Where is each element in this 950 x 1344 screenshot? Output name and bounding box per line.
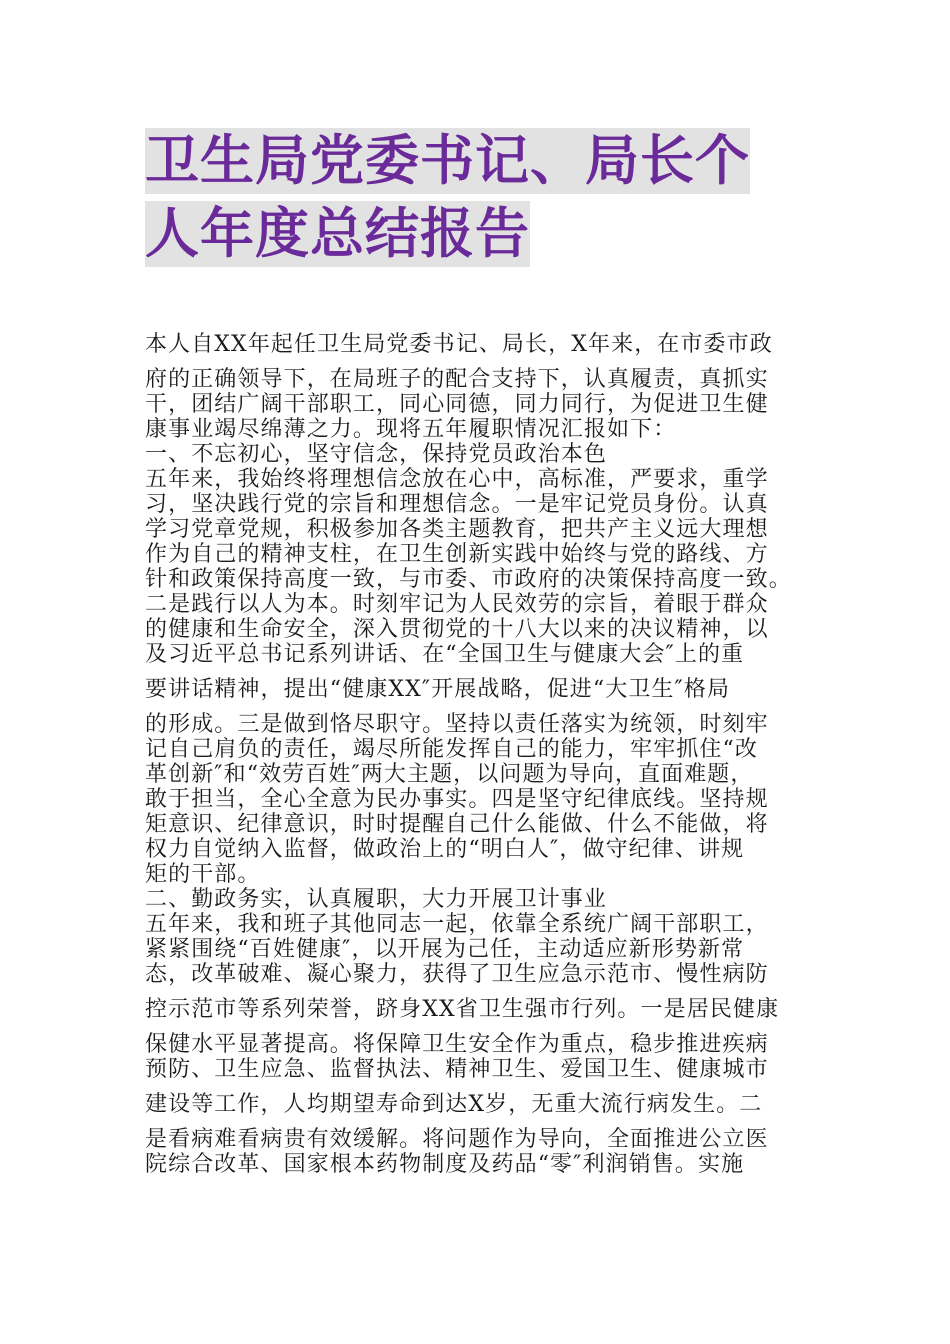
body-line: 控示范市等系列荣誉，跻身XX省卫生强市行列。一是居民健康 (145, 997, 780, 1022)
body-line: 要讲话精神，提出“健康XX″开展战略，促进“大卫生″格局 (145, 677, 731, 702)
body-line: 保健水平显著提高。将保障卫生安全作为重点，稳步推进疾病 (145, 1032, 769, 1057)
body-line: 本人自XX年起任卫生局党委书记、局长，X年来，在市委市政 (145, 332, 773, 357)
body-line: 针和政策保持高度一致，与市委、市政府的决策保持高度一致。 (145, 567, 792, 592)
body-line: 作为自己的精神支柱，在卫生创新实践中始终与党的路线、方 (145, 542, 769, 567)
body-line: 矩的干部。 (145, 862, 261, 887)
title-line-1: 卫生局党委书记、局长个 (145, 129, 750, 192)
body-line: 敢于担当，全心全意为民办事实。四是坚守纪律底线。坚持规 (145, 787, 769, 812)
body-line: 府的正确领导下，在局班子的配合支持下，认真履责，真抓实 (145, 367, 769, 392)
body-line: 干，团结广阔干部职工，同心同德，同力同行，为促进卫生健 (145, 392, 769, 417)
body-line: 是看病难看病贵有效缓解。将问题作为导向，全面推进公立医 (145, 1127, 769, 1152)
body-line: 五年来，我始终将理想信念放在心中，高标准，严要求，重学 (145, 467, 769, 492)
body-line: 的健康和生命安全，深入贯彻党的十八大以来的决议精神，以 (145, 617, 769, 642)
section-heading: 一、不忘初心，坚守信念，保持党员政治本色 (145, 442, 608, 467)
body-line: 权力自觉纳入监督，做政治上的“明白人″，做守纪律、讲规 (145, 837, 745, 862)
body-line: 预防、卫生应急、监督执法、精神卫生、爱国卫生、健康城市 (145, 1057, 769, 1082)
body-line: 的形成。三是做到恪尽职守。坚持以责任落实为统领，时刻牢 (145, 712, 769, 737)
body-line: 学习党章党规，积极参加各类主题教育，把共产主义远大理想 (145, 517, 769, 542)
body-line: 及习近平总书记系列讲话、在“全国卫生与健康大会″上的重 (145, 642, 745, 667)
document-title (145, 128, 810, 267)
body-line: 康事业竭尽绵薄之力。现将五年履职情况汇报如下： (145, 417, 677, 442)
body-line: 建设等工作，人均期望寿命到达X岁，无重大流行病发生。二 (145, 1092, 763, 1117)
body-line: 紧紧围绕“百姓健康″，以开展为己任，主动适应新形势新常 (145, 937, 745, 962)
body-line: 习，坚决践行党的宗旨和理想信念。一是牢记党员身份。认真 (145, 492, 769, 517)
body-line: 矩意识、纪律意识，时时提醒自己什么能做、什么不能做，将 (145, 812, 769, 837)
document-body (145, 332, 810, 1177)
body-line: 态，改革破难、凝心聚力，获得了卫生应急示范市、慢性病防 (145, 962, 769, 987)
section-heading: 二、勤政务实，认真履职，大力开展卫计事业 (145, 887, 608, 912)
body-line: 二是践行以人为本。时刻牢记为人民效劳的宗旨，着眼于群众 (145, 592, 769, 617)
body-line: 革创新″和“效劳百姓″两大主题，以问题为导向，直面难题， (145, 762, 754, 787)
body-line: 五年来，我和班子其他同志一起，依靠全系统广阔干部职工， (145, 912, 769, 937)
title-line-2: 人年度总结报告 (145, 202, 530, 265)
body-line: 院综合改革、国家根本药物制度及药品“零″利润销售。实施 (145, 1152, 745, 1177)
body-line: 记自己肩负的责任，竭尽所能发挥自己的能力，牢牢抓住“改 (145, 737, 758, 762)
